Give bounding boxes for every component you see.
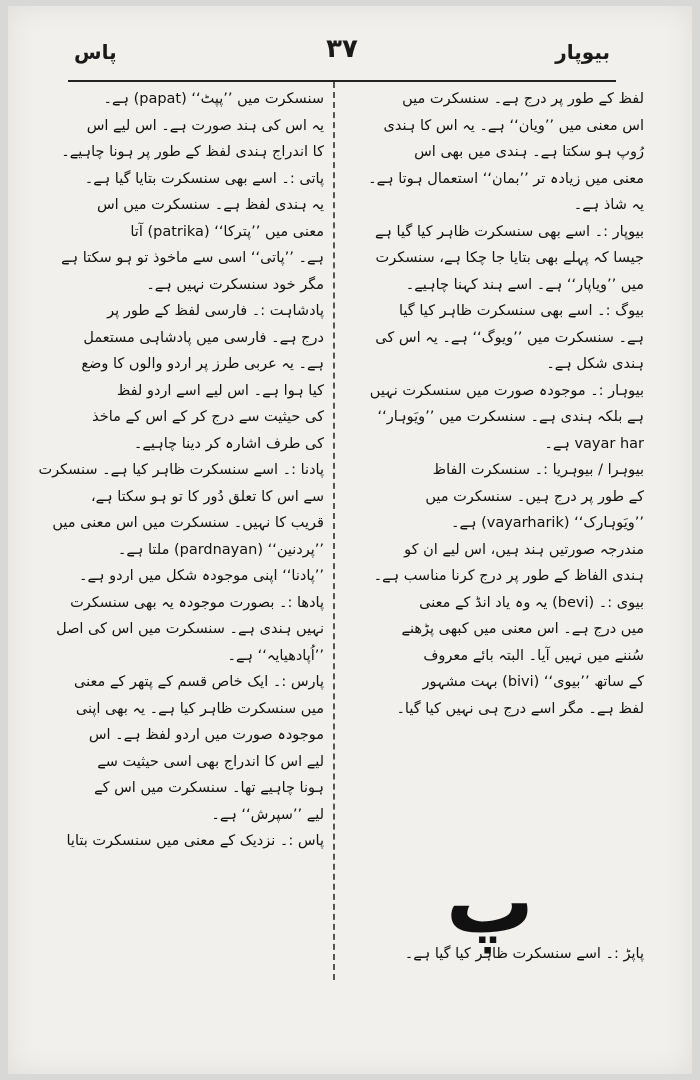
text-line: ہے۔ ’’پاتی‘‘ اسی سے ماخوذ تو ہو سکتا ہے [61, 250, 324, 266]
text-line: پاس :۔ نزدیک کے معنی میں سنسکرت بتایا [66, 833, 324, 849]
right-column-last-entry: پاپڑ :۔ اسے سنسکرت ظاہر کیا گیا ہے۔ [404, 946, 644, 962]
text-line: ہے۔ سنسکرت میں ’’ویوگ‘‘ ہے۔ یہ اس کی [375, 329, 644, 346]
text-line: ’’ویَوہارک‘‘ (vayarharik) ہے۔ [450, 515, 644, 531]
text-line: پادھا :۔ بصورت موجودہ یہ بھی سنسکرت [70, 594, 324, 611]
text-line: اس معنی میں ’’ویان‘‘ ہے۔ یہ اس کا ہندی [383, 117, 644, 134]
text-line: ہندی شکل ہے۔ [546, 356, 644, 372]
text-line: موجودہ صورت میں اردو لفظ ہے۔ اس [88, 727, 324, 743]
text-line: معنی میں زیادہ تر ’’بمان‘‘ استعمال ہوتا ہے۔ [368, 170, 644, 187]
text-line: یہ ہندی لفظ ہے۔ سنسکرت میں اس [96, 197, 324, 213]
header-right-word: بیوپار [555, 40, 610, 64]
text-line: ہے۔ یہ عربی طرز پر اردو والوں کا وضع [81, 356, 324, 372]
page-number: ۳۷ [326, 34, 358, 64]
text-line: سُننے میں نہیں آیا۔ البتہ بائے معروف [423, 647, 644, 664]
text-line: پاتی :۔ اسے بھی سنسکرت بتایا گیا ہے۔ [84, 170, 324, 187]
text-line: لیے ’’سپرش‘‘ ہے۔ [211, 806, 324, 823]
text-line: کیا ہوا ہے۔ اس لیے اسے اردو لفظ [116, 382, 324, 399]
text-line: پادشاہت :۔ فارسی لفظ کے طور پر [107, 303, 324, 319]
text-line: کے طور پر درج ہیں۔ سنسکرت میں [425, 488, 644, 505]
text-line: بیوی :۔ (bevi) یہ وہ یاد انڈ کے معنی [419, 594, 644, 611]
text-line: پادنا :۔ اسے سنسکرت ظاہر کیا ہے۔ سنسکرت [38, 462, 324, 478]
text-line: کی حیثیت سے درج کر کے اس کے ماخذ [92, 409, 324, 425]
text-line: مگر خود سنسکرت نہیں ہے۔ [146, 276, 324, 293]
text-line: یہ اس کی ہند صورت ہے۔ اس لیے اس [86, 117, 324, 134]
text-line: مندرجہ صورتیں ہند ہیں، اس لیے ان کو [404, 541, 644, 558]
text-line: لفظ ہے۔ مگر اسے درج ہی نہیں کیا گیا۔ [396, 700, 644, 717]
text-line: میں درج ہے۔ اس معنی میں کبھی پڑھنے [401, 621, 644, 637]
text-line: سنسکرت میں ’’پپٹ‘‘ (papat) ہے۔ [103, 91, 324, 107]
text-line: یہ شاذ ہے۔ [573, 197, 644, 213]
text-line: بیوہرا / بیوہریا :۔ سنسکرت الفاظ [432, 462, 644, 478]
page-header [68, 34, 616, 82]
text-line: ہندی الفاظ کے طور پر درج کرنا مناسب ہے۔ [373, 568, 644, 584]
text-line: کی طرف اشارہ کر دینا چاہیے۔ [133, 435, 324, 452]
text-line: معنی میں ’’پترکا‘‘ (patrika) آتا [130, 223, 324, 240]
right-column [368, 86, 644, 722]
text-line: کا اندراج ہندی لفظ کے طور پر ہونا چاہیے۔ [61, 144, 324, 160]
text-line: کے ساتھ ’’بیوی‘‘ (bivi) بہت مشہور [422, 674, 644, 690]
text-line: قریب کا نہیں۔ سنسکرت میں اس معنی میں [52, 515, 324, 531]
text-line: میں ’’ویاپار‘‘ ہے۔ اسے ہند کہنا چاہیے۔ [405, 276, 644, 293]
text-line: ’’پادنا‘‘ اپنی موجودہ شکل میں اردو ہے۔ [79, 568, 324, 584]
text-line: پارس :۔ ایک خاص قسم کے پتھر کے معنی [74, 674, 324, 690]
left-column [38, 86, 324, 855]
text-line: ’’اُپادھیایہ‘‘ ہے۔ [227, 647, 324, 664]
text-line: جیسا کہ پہلے بھی بتایا جا چکا ہے، سنسکرت [375, 250, 644, 266]
text-line: بیوگ :۔ اسے بھی سنسکرت ظاہر کیا گیا [399, 303, 644, 319]
text-line: لفظ کے طور پر درج ہے۔ سنسکرت میں [402, 91, 644, 107]
column-divider [333, 82, 336, 980]
text-line: درج ہے۔ فارسی میں پادشاہی مستعمل [83, 329, 324, 346]
text-line: لیے اس کا اندراج بھی اسی حیثیت سے [97, 753, 324, 770]
text-line: میں سنسکرت ظاہر کیا ہے۔ یہ بھی اپنی [75, 700, 324, 717]
text-line: vayar har ہے۔ [544, 435, 644, 452]
section-letter: پ [445, 850, 535, 953]
text-line: ہے بلکہ ہندی ہے۔ سنسکرت میں ’’ویَوہار‘‘ [377, 409, 644, 425]
text-line: بیوپار :۔ اسے بھی سنسکرت ظاہر کیا گیا ہے [374, 223, 644, 240]
header-left-word: پاس [74, 40, 117, 64]
text-line: ’’پردنین‘‘ (pardnayan) ملتا ہے۔ [117, 541, 324, 558]
text-line: رُوپ ہو سکتا ہے۔ ہندی میں بھی اس [414, 144, 644, 160]
text-line: سے اس کا تعلق دُور کا تو ہو سکتا ہے، [90, 488, 324, 505]
text-line: نہیں ہندی ہے۔ سنسکرت میں اس کی اصل [56, 621, 324, 637]
text-line: بیوہار :۔ موجودہ صورت میں سنسکرت نہیں [369, 382, 644, 399]
text-line: ہونا چاہیے تھا۔ سنسکرت میں اس کے [94, 780, 324, 796]
